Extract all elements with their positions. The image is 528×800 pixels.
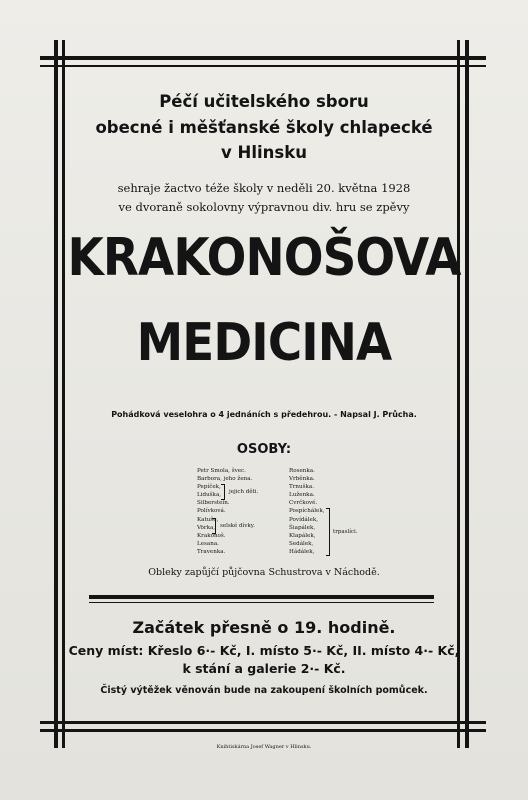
header-line-1: Péčí učitelského sboru [159, 92, 369, 111]
cast-right-item: Pospíchálek, [289, 508, 325, 515]
prices-line-2: k stání a galerie 2·- Kč. [182, 661, 346, 676]
cast-right-item: Šiapálek, [289, 524, 316, 531]
border-top-thick [40, 56, 486, 60]
note-girls: selské dívky. [220, 523, 255, 529]
cast-heading: OSOBY: [236, 442, 292, 457]
cast-left-item: Lesana. [197, 540, 219, 547]
border-bottom-thin [40, 729, 486, 732]
cast-right-item: Luženka. [289, 492, 315, 499]
border-bottom-thick [40, 721, 486, 724]
brace-children [221, 484, 225, 500]
note-dwarves: trpaslíci. [333, 529, 358, 535]
printer-imprint: Knihtiskárna Josef Wagner v Hlinsku. [216, 744, 312, 750]
cast-left-item: Krakonoš. [197, 532, 226, 539]
cast-right-item: Vrběnka. [289, 476, 315, 483]
cast-left-item: Liduška, [197, 492, 222, 499]
cast-left-item: Travenka. [197, 548, 226, 555]
brace-dwarves [326, 508, 330, 556]
cast-left-item: Polívková. [197, 508, 226, 515]
subtitle: Pohádková veselohra o 4 jednáních s předehrou. - Napsal J. Průcha. [111, 410, 417, 419]
note-children: jejich děti. [229, 489, 259, 495]
intro-line-2: ve dvoraně sokolovny výpravnou div. hru se zpěvy [118, 200, 410, 214]
cast-left-item: Petr Smola, švec. [197, 468, 246, 474]
header-line-3: v Hlinsku [221, 143, 307, 162]
cast-left-list [197, 467, 267, 556]
cast-right-item: Hádálek, [289, 548, 315, 555]
intro-line-1: sehraje žactvo téže školy v neděli 20. května 1928 [117, 181, 411, 195]
cast-left-item: Katuše, [197, 516, 219, 523]
border-top-thin [40, 65, 486, 67]
prices-line-1: Ceny míst: Křeslo 6·- Kč, I. místo 5·- Kč, II. místo 4·- Kč, [68, 643, 460, 658]
cast-right-item: Povídálek, [289, 516, 319, 523]
cast-right-item: Trnuška. [289, 484, 314, 491]
title-line-1: KRAKONOŠOVA [67, 228, 461, 288]
cast-right-item: Klapálek, [289, 532, 316, 539]
cast-right-list [289, 467, 349, 556]
separator-thin [89, 602, 434, 603]
cast-left-item: Vörka, [197, 524, 216, 531]
cast-left-item: Barbora, jeho žena. [197, 476, 253, 483]
proceeds-note: Čistý výtěžek věnován bude na zakoupení školních pomůcek. [100, 685, 428, 696]
cast-right-item: Cvrčkové. [289, 500, 318, 507]
title-line-2: MEDICINA [136, 313, 392, 373]
cast-right-item: Rosenka. [289, 468, 315, 474]
separator-thick [89, 595, 434, 599]
cast-right-item: Sedálek, [289, 540, 314, 547]
start-time: Začátek přesně o 19. hodině. [132, 618, 396, 637]
brace-girls [212, 518, 216, 534]
costumes-note: Obleky zapůjčí půjčovna Schustrova v Náchodě. [148, 567, 380, 578]
cast-left-item: Silberstein. [197, 500, 230, 507]
header-line-2: obecné i měšťanské školy chlapecké [95, 118, 433, 137]
cast-left-item: Pepíček, [197, 484, 221, 491]
